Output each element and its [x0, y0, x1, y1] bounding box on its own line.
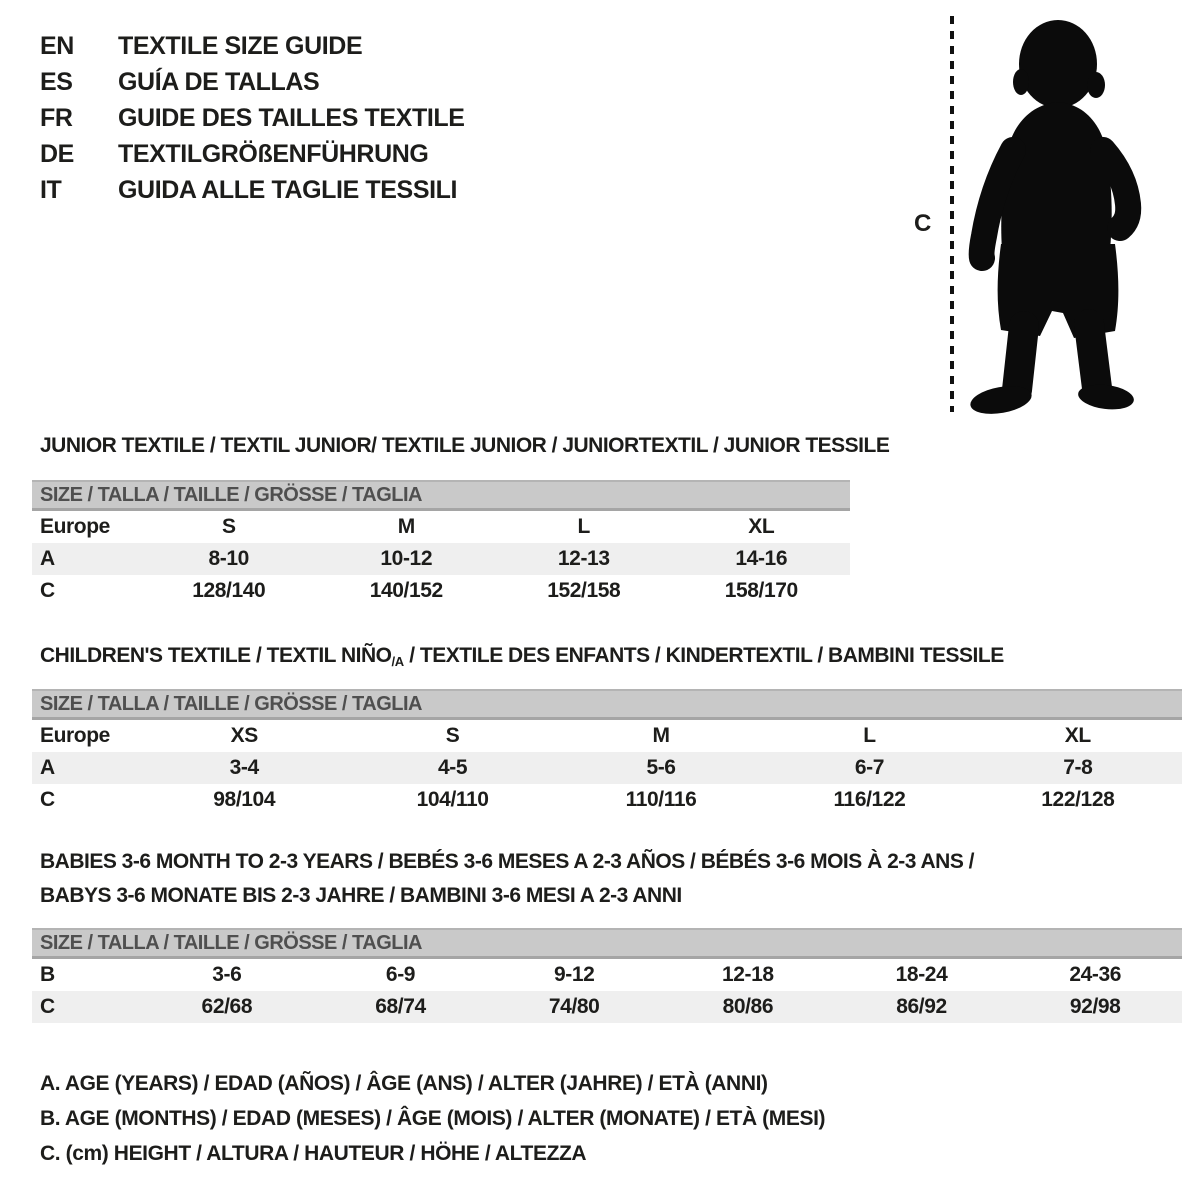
size-cell: M: [397, 515, 415, 538]
babies-heading-line2: BABYS 3-6 MONATE BIS 2-3 JAHRE / BAMBINI 3-6 MESI A 2-3 ANNI: [40, 884, 682, 907]
babies-heading-line1: BABIES 3-6 MONTH TO 2-3 YEARS / BEBÉS 3-6 MESES A 2-3 AÑOS / BÉBÉS 3-6 MOIS À 2-3 ANS /: [40, 850, 975, 873]
lang-row-de: [40, 136, 465, 172]
height-measure-figure: [900, 8, 1155, 420]
table-row: [32, 543, 850, 575]
size-cell: L: [577, 515, 590, 538]
table-row: [32, 959, 1182, 991]
lang-code: EN: [40, 31, 74, 60]
value-cell: 12-18: [721, 963, 774, 986]
value-cell: 6-7: [854, 756, 884, 779]
value-cell: 122/128: [1041, 788, 1115, 811]
row-label: Europe: [40, 515, 110, 538]
value-cell: 8-10: [208, 547, 249, 570]
value-cell: 18-24: [895, 963, 948, 986]
lang-code: FR: [40, 103, 73, 132]
value-cell: 104/110: [416, 788, 489, 811]
value-cell: 116/122: [833, 788, 906, 811]
lang-row-en: [40, 28, 465, 64]
lang-title: TEXTILGRÖßENFÜHRUNG: [118, 139, 429, 168]
language-header: [40, 28, 465, 208]
row-label: A: [40, 547, 55, 570]
table-row: [32, 784, 1182, 816]
row-label: C: [40, 579, 55, 602]
size-cell: M: [652, 724, 670, 747]
value-cell: 9-12: [553, 963, 595, 986]
note-age-months: B. AGE (MONTHS) / EDAD (MESES) / ÂGE (MOIS) / ALTER (MONATE) / ETÀ (MESI): [40, 1107, 826, 1130]
value-cell: 152/158: [547, 579, 621, 602]
children-size-table: [32, 689, 1182, 816]
table-row: [32, 752, 1182, 784]
lang-title: GUIDA ALLE TAGLIE TESSILI: [118, 175, 458, 204]
size-bar: SIZE / TALLA / TAILLE / GRÖSSE / TAGLIA: [32, 480, 850, 511]
value-cell: 86/92: [896, 995, 947, 1018]
lang-row-es: [40, 64, 465, 100]
children-heading-sub: /A: [391, 654, 404, 669]
value-cell: 12-13: [557, 547, 610, 570]
value-cell: 14-16: [735, 547, 788, 570]
size-cell: XS: [230, 724, 258, 747]
value-cell: 68/74: [375, 995, 426, 1018]
figure-height-label: C: [914, 210, 931, 237]
children-section-heading: [40, 644, 1004, 668]
lang-title: GUIDE DES TAILLES TEXTILE: [118, 103, 465, 132]
size-cell: XL: [748, 515, 775, 538]
value-cell: 74/80: [548, 995, 600, 1018]
lang-code: IT: [40, 175, 62, 204]
value-cell: 80/86: [722, 995, 774, 1018]
row-label: Europe: [40, 724, 110, 747]
lang-title: GUÍA DE TALLAS: [118, 67, 320, 96]
value-cell: 158/170: [724, 579, 798, 602]
value-cell: 98/104: [213, 788, 276, 811]
value-cell: 7-8: [1063, 756, 1093, 779]
junior-section-heading: JUNIOR TEXTILE / TEXTIL JUNIOR/ TEXTILE JUNIOR / JUNIORTEXTIL / JUNIOR TESSILE: [40, 434, 890, 457]
toddler-silhouette-icon: [900, 8, 1155, 420]
lang-code: DE: [40, 139, 74, 168]
value-cell: 62/68: [201, 995, 253, 1018]
size-cell: L: [863, 724, 876, 747]
value-cell: 140/152: [369, 579, 443, 602]
junior-size-table: [32, 480, 850, 607]
row-label: A: [40, 756, 55, 779]
note-height-cm: C. (cm) HEIGHT / ALTURA / HAUTEUR / HÖHE / ALTEZZA: [40, 1142, 587, 1165]
lang-row-it: [40, 172, 465, 208]
size-bar: SIZE / TALLA / TAILLE / GRÖSSE / TAGLIA: [32, 689, 1182, 720]
row-label: B: [40, 963, 55, 986]
value-cell: 4-5: [438, 756, 468, 779]
lang-title: TEXTILE SIZE GUIDE: [118, 31, 363, 60]
size-cell: XL: [1064, 724, 1091, 747]
value-cell: 6-9: [385, 963, 416, 986]
size-cell: S: [445, 724, 460, 747]
lang-row-fr: [40, 100, 465, 136]
value-cell: 10-12: [380, 547, 433, 570]
table-row: [32, 575, 850, 607]
value-cell: 5-6: [646, 756, 676, 779]
lang-code: ES: [40, 67, 73, 96]
note-age-years: A. AGE (YEARS) / EDAD (AÑOS) / ÂGE (ANS) / ALTER (JAHRE) / ETÀ (ANNI): [40, 1072, 768, 1095]
children-heading-text: / TEXTILE DES ENFANTS / KINDERTEXTIL / BAMBINI TESSILE: [403, 644, 1004, 667]
row-label: C: [40, 995, 55, 1018]
value-cell: 3-6: [212, 963, 242, 986]
value-cell: 128/140: [192, 579, 266, 602]
legend-notes: [40, 1066, 825, 1171]
table-row: [32, 991, 1182, 1023]
table-row: [32, 720, 1182, 752]
value-cell: 24-36: [1069, 963, 1122, 986]
value-cell: 3-4: [229, 756, 259, 779]
babies-section-heading: [40, 845, 974, 913]
children-heading-text: CHILDREN'S TEXTILE / TEXTIL NIÑO: [40, 644, 392, 667]
value-cell: 92/98: [1069, 995, 1121, 1018]
table-row: [32, 511, 850, 543]
size-cell: S: [221, 515, 236, 538]
babies-size-table: [32, 928, 1182, 1023]
value-cell: 110/116: [625, 788, 697, 811]
row-label: C: [40, 788, 55, 811]
size-bar: SIZE / TALLA / TAILLE / GRÖSSE / TAGLIA: [32, 928, 1182, 959]
